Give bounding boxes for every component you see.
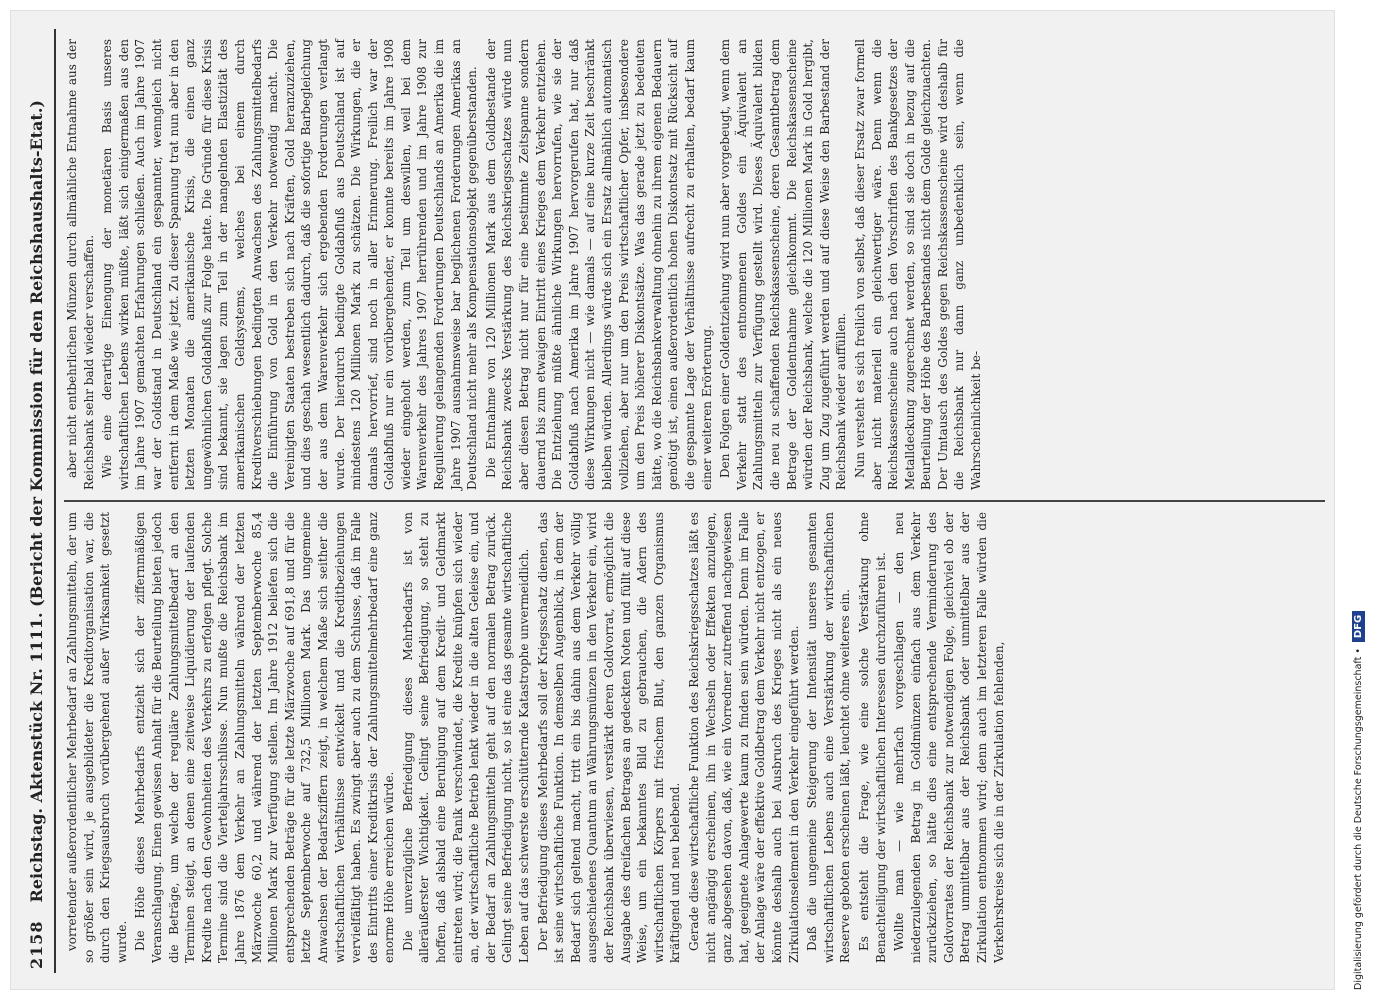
credit-text: Digitalisierung gefördert durch die Deutsche Forschungsgemeinschaft • bbox=[1352, 648, 1364, 990]
paragraph: Daß die ungemeine Steigerung der Intensität unseres gesamten wirtschaftlichen Lebens auch eine Verstärkung der wirtschaftlichen Reserve geboten erscheinen läßt, leuchtet ohne weiteres ein. bbox=[805, 512, 853, 963]
text-columns bbox=[64, 29, 1325, 973]
paragraph: Die Entnahme von 120 Millionen Mark aus dem Goldbestande der Reichsbank zwecks Verstärkung des Reichskriegsschatzes würde nun aber diesen Betrag nicht nur für eine bestimmte Zeitspanne sondern dauernd bis zum etwaigen Eintritt eines Krieges dem Verkehr entziehen. Die Entziehung müßte ähnliche Wirkungen hervorrufen, wie sie der Goldabfluß nach Amerika im Jahre 1907 hervorgerufen hat, nur daß diese Wirkungen nicht — wie damals — auf eine kurze Zeit beschränkt bleiben würden. Allerdings würde sich ein Ersatz allmählich automatisch vollziehen, aber nur um den Preis wirtschaftlicher Opfer, insbesondere um den Preis höherer Diskontsätze. Was das gerade jetzt zu bedeuten hätte, wo die Reichsbankverwaltung ohnehin zu ihrem eigenen Bedauern genötigt ist, einen außerordentlich hohen Diskontsatz mit Rücksicht auf die gespannte Lage der Verhältnisse aufrecht zu erhalten, bedarf kaum einer weiteren Erörterung. bbox=[483, 39, 714, 490]
paragraph: Nun versteht es sich freilich von selbst, daß dieser Ersatz zwar formell aber nicht materiell ein gleichwertiger wäre. Denn wenn die Reichskassenscheine auch nach den Vorschriften des Bankgesetzes der Metalldeckung zugerechnet werden, so sind sie doch in bezug auf die Beurteilung der Höhe des Barbestandes nicht dem Golde gleichzuachten. Der Umtausch des Goldes gegen Reichskassenscheine wird deshalb für die Reichsbank nur dann ganz unbedenklich sein, wenn die Wahrscheinlichkeit be- bbox=[852, 39, 984, 490]
paragraph: Den Folgen einer Goldentziehung wird nun aber vorgebeugt, wenn dem Verkehr statt des entnommenen Goldes ein Äquivalent an Zahlungsmitteln zur Verfügung gestellt wird. Dieses Äquivalent bilden die neu zu schaffenden Reichskassenscheine, deren Gesamtbetrag dem Betrage der Goldentnahme gleichkommt. Die Reichskassenscheine würden der Reichsbank, welche die 120 Millionen Mark in Gold hergibt, Zug um Zug zugeführt werden und auf diese Weise den Barbestand der Reichsbank wieder auffüllen. bbox=[718, 39, 849, 490]
paragraph: aber nicht entbehrlichen Münzen durch allmähliche Entnahme aus der Reichsbank sehr bald wieder verschaffen. bbox=[65, 39, 96, 490]
digitization-sidebar bbox=[1335, 0, 1383, 1000]
paragraph: Gerade diese wirtschaftliche Funktion des Reichskriegsschatzes läßt es nicht angängig erscheinen, ihn in Wechseln oder Effekten anzulegen, ganz abgesehen davon, daß, wie ein Vorredner zutreffend nachgewiesen hat, geeignete Anlagewerte kaum zu finden sein würden. Denn im Falle der Anlage wäre der effektive Goldbetrag dem Verkehr nicht entzogen, er könnte deshalb auch bei Ausbruch des Krieges nicht als ein neues Zirkulationselement in den Verkehr eingeführt werden. bbox=[686, 512, 801, 963]
paragraph: Die Höhe dieses Mehrbedarfs entzieht sich der ziffernmäßigen Veranschlagung. Einen gewissen Anhalt für die Beurteilung bieten jedoch die Beträge, um welche der reguläre Zahlungsmittelbedarf an den Terminen steigt, an denen eine zeitweise Liquidierung der laufenden Kredite nach den Gewohnheiten des Verkehrs zu erfolgen pflegt. Solche Termine sind die Vierteljahrsschlüsse. Nun mußte die Reichsbank im Jahre 1876 dem Verkehr an Zahlungsmitteln während der letzten Märzwoche 60,2 und während der letzten Septemberwoche 85,4 Millionen Mark zur Verfügung stellen. Im Jahre 1912 beliefen sich die entsprechenden Beträge für die letzte Märzwoche auf 691,8 und für die letzte Septemberwoche auf 732,5 Millionen Mark. Das ungemeine Anwachsen der Bedarfsziffern zeigt, in welchem Maße sich seither die wirtschaftlichen Verhältnisse entwickelt und die Kreditbeziehungen vervielfältigt haben. Es zwingt aber auch zu dem Schlusse, daß im Falle des Eintritts einer Kreditkrisis der Zahlungsmittelmehrbedarf eine ganz enorme Höhe erreichen würde. bbox=[133, 512, 397, 963]
paragraph: Es entsteht die Frage, wie eine solche Verstärkung ohne Benachteiligung der wirtschaftlichen Interessen durchzuführen ist. bbox=[856, 512, 888, 963]
credit-line bbox=[1343, 10, 1373, 990]
dfg-logo: DFG bbox=[1352, 611, 1365, 642]
column-right bbox=[64, 29, 1325, 500]
column-divider bbox=[64, 500, 1325, 502]
page-header bbox=[25, 29, 56, 973]
column-left bbox=[64, 502, 1325, 973]
page-title: Reichstag. Aktenstück Nr. 1111. (Bericht der Kommission für den Reichshaushalts-Etat.) bbox=[27, 100, 46, 903]
paragraph: Wie eine derartige Einengung der monetären Basis unseres wirtschaftlichen Lebens wirken müßte, läßt sich einigermaßen aus den im Jahre 1907 gemachten Erfahrungen schließen. Auch im Jahre 1907 war der Goldstand in Deutschland ein gespannter, wenngleich nicht entfernt in dem Maße wie jetzt. Zu dieser Spannung trat nun aber in den letzten Monaten die amerikanische Krisis, die einen ganz ungewöhnlichen Goldabfluß zur Folge hatte. Die Gründe für diese Krisis sind bekannt, sie lagen zum Teil in der mangelnden Elastizität des amerikanischen Geldsystems, welches bei einem durch Kreditverschiebungen bedingten Anwachsen des Zahlungsmittelbedarfs die Einführung von Gold in den Verkehr notwendig macht. Die Vereinigten Staaten bestreben sich nach Kräften, Gold heranzuziehen, und dies geschah wesentlich dadurch, daß die sofortige Barbegleichung der aus dem Warenverkehr sich ergebenden Forderungen verlangt wurde. Der hierdurch bedingte Goldabfluß aus Deutschland ist auf mindestens 120 Millionen Mark zu schätzen. Die Wirkungen, die er damals hervorrief, sind noch in aller Erinnerung. Freilich war der Goldabfluß nur ein vorübergehender, er konnte bereits im Jahre 1908 wieder eingeholt werden, zum Teil um deswillen, weil bei dem Warenverkehr des Jahres 1907 herrührenden und im Jahre 1908 zur Regulierung gelangenden Forderungen Deutschlands an Amerika die im Jahre 1907 ausnahmsweise bar beglichenen Forderungen Amerikas an Deutschland nicht mehr als Kompensationsobjekt gegenüberstanden. bbox=[100, 39, 480, 490]
paragraph: Wollte man — wie mehrfach vorgeschlagen — den neu niederzulegenden Betrag in Goldmünzen einfach aus dem Verkehr zurückziehen, so hätte dies eine entsprechende Verminderung des Goldvorrates der Reichsbank zur notwendigen Folge, gleichviel ob der Betrag unmittelbar aus der Reichsbank oder unmittelbar aus der Zirkulation entnommen wird; denn auch im letzteren Falle würden die Verkehrskreise sich die in der Zirkulation fehlenden, bbox=[892, 512, 1006, 963]
page-number: 2158 bbox=[27, 920, 46, 969]
paragraph: vorretender außerordentlicher Mehrbedarf an Zahlungsmitteln, der um so größer sein wird, je ausgebildeter die Kreditorganisation war, die durch den Kriegsausbruch vorübergehend außer Wirksamkeit gesetzt wurde. bbox=[65, 512, 129, 963]
paragraph: Der Befriedigung dieses Mehrbedarfs soll der Kriegsschatz dienen, das ist seine wirtschaftliche Funktion. In demselben Augenblick, in dem der Bedarf sich geltend macht, tritt ein bis dahin aus dem Verkehr völlig ausgeschiedenes Quantum an Währungsmünzen in den Verkehr ein, wird der Reichsbank überwiesen, verstärkt deren Goldvorrat, ermöglicht die Ausgabe des dreifachen Betrages an gedeckten Noten und füllt auf diese Weise, um ein bekanntes Bild zu gebrauchen, die Adern des wirtschaftlichen Körpers mit frischem Blut, den ganzen Organismus kräftigend und neu belebend. bbox=[535, 512, 683, 963]
rotated-page-content bbox=[11, 11, 1336, 991]
paragraph: Die unverzügliche Befriedigung dieses Mehrbedarfs ist von alleräußerster Wichtigkeit. Gelingt seine Befriedigung, so steht zu hoffen, daß alsbald eine Beruhigung auf dem Kredit- und Geldmarkt eintreten wird; die Panik verschwindet, die Kredite knüpfen sich wieder an, der wirtschaftliche Betrieb lenkt wieder in die alten Geleise ein, und der Bedarf an Zahlungsmitteln geht auf den normalen Betrag zurück. Gelingt seine Befriedigung nicht, so ist eine das gesamte wirtschaftliche Leben auf das schwerste erschütternde Katastrophe unvermeidlich. bbox=[400, 512, 532, 963]
scanned-page bbox=[10, 10, 1335, 990]
